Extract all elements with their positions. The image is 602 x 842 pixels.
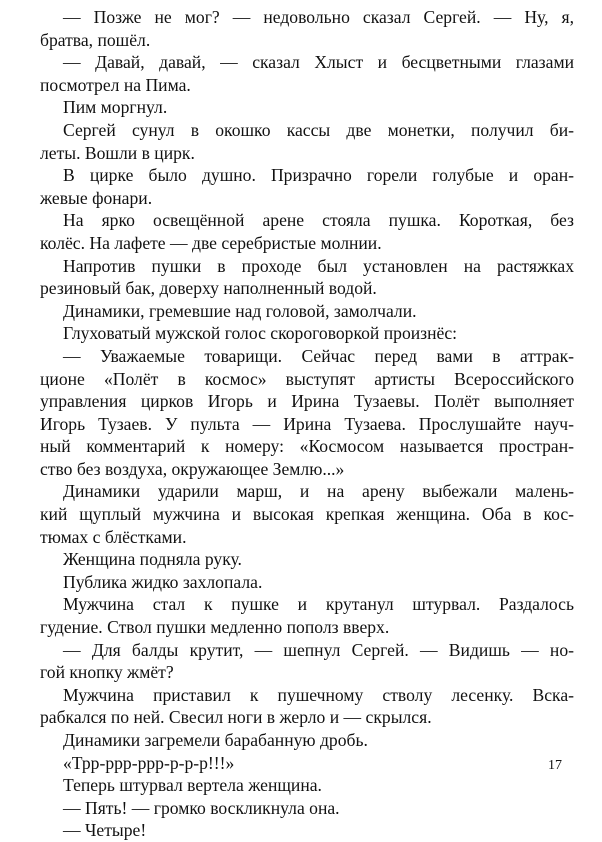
text-line: Теперь штурвал вертела женщина. <box>63 775 322 796</box>
text-line: рабкался по ней. Свесил ноги в жерло и — скрылся. <box>40 707 432 728</box>
text-line: Глуховатый мужской голос скороговоркой произнёс: <box>63 323 458 344</box>
text-line: Женщина подняла руку. <box>63 549 242 570</box>
text-line: — Четыре! <box>63 820 147 841</box>
text-line: Пим моргнул. <box>63 97 168 118</box>
paragraph <box>40 571 574 594</box>
paragraph <box>40 548 574 571</box>
paragraph <box>40 51 574 96</box>
paragraph <box>40 300 574 323</box>
text-line: резиновый бак, доверху наполненный водой. <box>40 278 377 299</box>
paragraph <box>40 345 574 481</box>
text-line: братва, пошёл. <box>40 29 151 50</box>
text-line: жевые фонари. <box>40 187 153 208</box>
text-line: — Позже не мог? — недовольно сказал Сергей. — Ну, я, <box>63 7 574 27</box>
text-line: гой кнопку жмёт? <box>40 662 174 683</box>
text-line: Динамики, гремевшие над головой, замолчали. <box>63 300 417 321</box>
paragraph <box>40 322 574 345</box>
text-line: На ярко освещённой арене стояла пушка. Короткая, без <box>63 210 574 231</box>
text-line: колёс. На лафете — две серебристые молнии. <box>40 232 382 253</box>
paragraph <box>40 255 574 300</box>
paragraph <box>40 819 574 842</box>
text-line: ционе «Полёт в космос» выступят артисты Всероссийского <box>40 368 574 389</box>
text-line: ство без воздуха, окружающее Землю...» <box>40 458 345 479</box>
paragraph <box>40 6 574 51</box>
text-line: управления цирков Игорь и Ирина Тузаевы. Полёт выполняет <box>40 391 574 412</box>
paragraph <box>40 639 574 684</box>
text-line: Мужчина приставил к пушечному стволу лесенку. Вска- <box>63 684 574 705</box>
body-text <box>40 6 574 842</box>
text-line: посмотрел на Пима. <box>40 74 191 95</box>
text-line: — Для балды крутит, — шепнул Сергей. — Видишь — но- <box>63 639 574 660</box>
text-line: кий щуплый мужчина и высокая крепкая женщина. Оба в кос- <box>40 504 574 525</box>
text-line: гудение. Ствол пушки медленно пополз вверх. <box>40 617 390 638</box>
paragraph <box>40 96 574 119</box>
text-line: — Давай, давай, — сказал Хлыст и бесцветными глазами <box>63 52 574 73</box>
text-line: — Уважаемые товарищи. Сейчас перед вами в аттрак- <box>63 345 574 366</box>
text-line: Игорь Тузаев. У пульта — Ирина Тузаева. Прослушайте науч- <box>40 413 574 434</box>
text-line: Напротив пушки в проходе был установлен на растяжках <box>63 255 574 276</box>
paragraph <box>40 729 574 752</box>
text-line: — Пять! — громко воскликнула она. <box>63 797 340 818</box>
text-line: Динамики ударили марш, и на арену выбежали малень- <box>63 481 574 502</box>
text-line: леты. Вошли в цирк. <box>40 142 195 163</box>
text-line: Динамики загремели барабанную дробь. <box>63 730 368 750</box>
text-line: Мужчина стал к пушке и крутанул штурвал. Раздалось <box>63 594 574 615</box>
paragraph <box>40 774 574 797</box>
text-line: тюмах с блёстками. <box>40 526 187 547</box>
paragraph <box>40 480 574 548</box>
text-line: Сергей сунул в окошко кассы две монетки, получил би- <box>63 119 574 140</box>
text-line: ный комментарий к номеру: «Космосом называется простран- <box>40 436 574 457</box>
paragraph <box>40 797 574 820</box>
page-number: 17 <box>548 758 562 773</box>
paragraph <box>40 752 574 775</box>
paragraph <box>40 164 574 209</box>
text-line: «Трр-ррр-ррр-р-р-р!!!» <box>63 752 235 773</box>
text-line: В цирке было душно. Призрачно горели голубые и оран- <box>63 165 574 186</box>
paragraph <box>40 593 574 638</box>
paragraph <box>40 119 574 164</box>
paragraph <box>40 684 574 729</box>
text-line: Публика жидко захлопала. <box>63 571 263 592</box>
paragraph <box>40 209 574 254</box>
